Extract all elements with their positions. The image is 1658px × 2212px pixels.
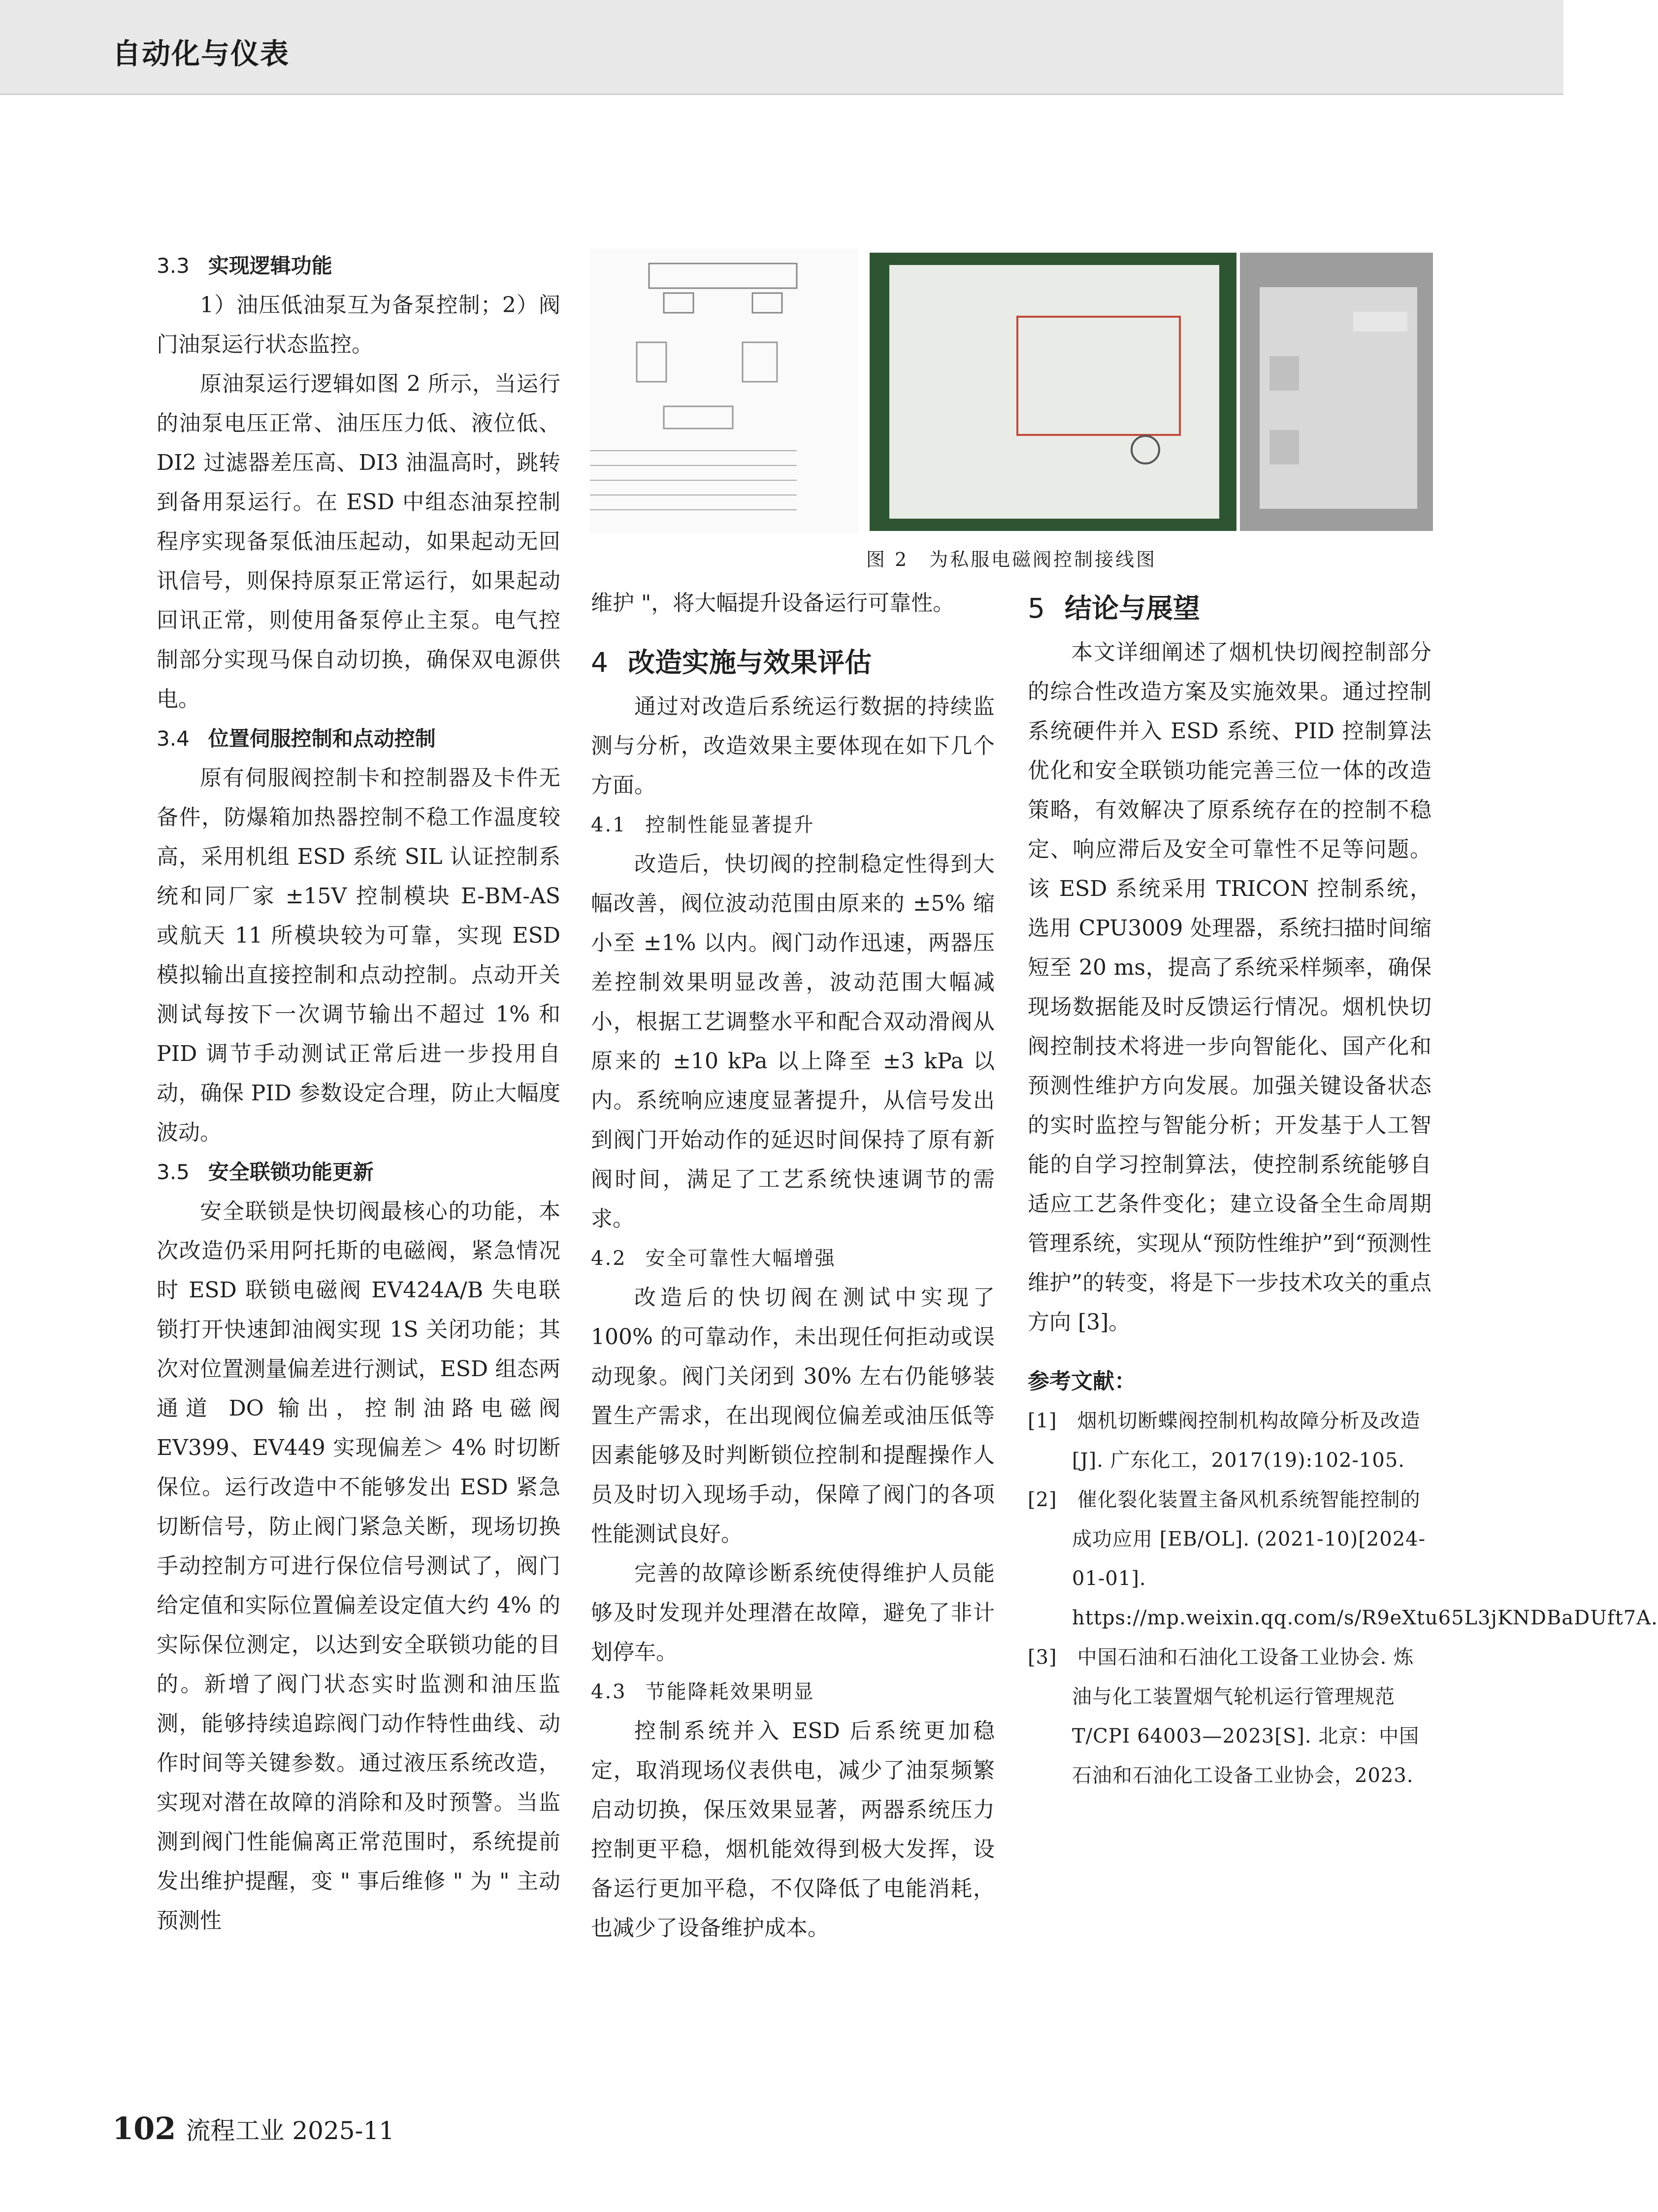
heading-number: 5: [1028, 593, 1045, 624]
reference-item: [1] 烟机切断蝶阀控制机构故障分析及改造 [J]. 广东化工，2017(19):102-105.: [1028, 1410, 1421, 1472]
controller-card-photo: [870, 253, 1236, 531]
heading-number: 3.4: [157, 726, 190, 751]
references-heading: 参考文献：: [1028, 1369, 1136, 1394]
heading-number: 3.3: [157, 254, 190, 278]
paragraph: 通过对改造后系统运行数据的持续监测与分析，改造效果主要体现在如下几个方面。: [591, 694, 995, 798]
heading-text: 安全联锁功能更新: [208, 1160, 374, 1184]
heading-4-3: [591, 1672, 995, 1712]
paragraph: 本文详细阐述了烟机快切阀控制部分的综合性改造方案及实施效果。通过控制系统硬件并入 ESD 系统、PID 控制算法优化和安全联锁功能完善三位一体的改造策略，有效解决了原系统存在的控制不稳定、响应滞后及安全可靠性不足等问题。该 ESD 系统采用 TRICON 控制系统，选用 CPU3009 处理器，系统扫描时间缩短至 20 ms，提高了系统采样频率，确保现场数据能及时反馈运行情况。烟机快切阀控制技术将进一步向智能化、国产化和预测性维护方向发展。加强关键设备状态的实时监控与智能分析；开发基于人工智能的自学习控制算法，使控制系统能够自适应工艺条件变化；建立设备全生命周期管理系统，实现从“预防性维护”到“预测性维护”的转变，将是下一步技术攻关的重点方向 [3]。: [1028, 640, 1431, 1335]
heading-text: 节能降耗效果明显: [645, 1681, 815, 1703]
heading-text: 位置伺服控制和点动控制: [208, 726, 436, 751]
journal-name: 流程工业 2025-11: [186, 2116, 395, 2145]
heading-number: 3.5: [157, 1160, 190, 1184]
figure-2: [590, 249, 1433, 534]
heading-number: 4.3: [591, 1681, 627, 1703]
heading-number: 4: [591, 647, 608, 678]
paragraph: 安全联锁是快切阀最核心的功能，本次改造仍采用阿托斯的电磁阀，紧急情况时 ESD 联锁电磁阀 EV424A/B 失电联锁打开快速卸油阀实现 1S 关闭功能；其次对位置测量偏差进行测试，ESD 组态两通道 DO 输出，控制油路电磁阀 EV399、EV449 实现偏差＞ 4% 时切断保位。运行改造中不能够发出 ESD 紧急切断信号，防止阀门紧急关断，现场切换手动控制方可进行保位信号测试了，阀门给定值和实际位置偏差设定值大约 4% 的实际保位测定，以达到安全联锁功能的目的。新增了阀门状态实时监测和油压监测，能够持续追踪阀门动作特性曲线、动作时间等关键参数。通过液压系统改造，实现对潜在故障的消除和及时预警。当监测到阀门性能偏离正常范围时，系统提前发出维护提醒，变 " 事后维修 " 为 " 主动预测性: [157, 1199, 560, 1933]
paragraph: 改造后，快切阀的控制稳定性得到大幅改善，阀位波动范围由原来的 ±5% 缩小至 ±1% 以内。阀门动作迅速，两器压差控制效果明显改善，波动范围大幅减小，根据工艺调整水平和配合双动滑阀从原来的 ±10 kPa 以上降至 ±3 kPa 以内。系统响应速度显著提升，从信号发出到阀门开始动作的延迟时间保持了原有新阀时间，满足了工艺系统快速调节的需求。: [591, 852, 995, 1231]
control-module-photo: [1240, 253, 1433, 531]
paragraph: 控制系统并入 ESD 后系统更加稳定，取消现场仪表供电，减少了油泵频繁启动切换，保压效果显著，两器系统压力控制更平稳，烟机能效得到极大发挥，设备运行更加平稳，不仅降低了电能消耗，也减少了设备维护成本。: [591, 1718, 995, 1941]
wiring-diagram-image: [590, 249, 858, 534]
section-title: 自动化与仪表: [112, 37, 290, 70]
heading-text: 安全可靠性大幅增强: [645, 1247, 836, 1270]
reference-item: [2] 催化裂化装置主备风机系统智能控制的成功应用 [EB/OL]. (2021-10)[2024-01-01]. https://mp.weixin.qq.com/s/R9eXtu65L3jKNDBaDUft7A.: [1028, 1488, 1658, 1629]
column-right: [1028, 584, 1658, 1795]
paragraph: 改造后的快切阀在测试中实现了 100% 的可靠动作，未出现任何拒动或误动现象。阀门关闭到 30% 左右仍能够装置生产需求，在出现阀位偏差或油压低等因素能够及时判断锁位控制和提醒操作人员及时切入现场手动，保障了阀门的各项性能测试良好。: [591, 1285, 995, 1547]
heading-3-3: [157, 246, 560, 286]
heading-4-1: [591, 805, 995, 845]
column-middle: [591, 584, 995, 1948]
heading-text: 实现逻辑功能: [208, 254, 332, 278]
heading-text: 控制性能显著提升: [645, 814, 815, 836]
paragraph: 1）油压低油泵互为备泵控制；2）阀门油泵运行状态监控。: [157, 293, 560, 357]
paragraph: 维护 "，将大幅提升设备运行可靠性。: [591, 591, 955, 616]
heading-4-2: [591, 1239, 995, 1278]
heading-3-5: [157, 1153, 560, 1192]
reference-item: [3] 中国石油和石油化工设备工业协会. 炼油与化工装置烟气轮机运行管理规范 T/CPI 64003—2023[S]. 北京：中国石油和石油化工设备工业协会，2023.: [1028, 1646, 1420, 1787]
column-left: [157, 246, 560, 1941]
heading-4: [591, 638, 995, 687]
page-number: 102: [112, 2111, 176, 2146]
paragraph: 原油泵运行逻辑如图 2 所示，当运行的油泵电压正常、油压压力低、液位低、DI2 过滤器差压高、DI3 油温高时，跳转到备用泵运行。在 ESD 中组态油泵控制程序实现备泵低油压起动，如果起动无回讯信号，则保持原泵正常运行，如果起动回讯正常，则使用备泵停止主泵。电气控制部分实现马保自动切换，确保双电源供电。: [157, 371, 560, 712]
heading-5: [1028, 584, 1431, 633]
heading-number: 4.1: [591, 814, 627, 836]
figure-caption: 图 2 为私服电磁阀控制接线图: [866, 549, 1157, 570]
page-header: [0, 0, 1563, 95]
paragraph: 完善的故障诊断系统使得维护人员能够及时发现并处理潜在故障，避免了非计划停车。: [591, 1561, 995, 1665]
heading-text: 结论与展望: [1065, 593, 1201, 624]
heading-text: 改造实施与效果评估: [628, 647, 872, 678]
paragraph: 原有伺服阀控制卡和控制器及卡件无备件，防爆箱加热器控制不稳工作温度较高，采用机组 ESD 系统 SIL 认证控制系统和同厂家 ±15V 控制模块 E-BM-AS 或航天 11 所模块较为可靠，实现 ESD 模拟输出直接控制和点动控制。点动开关测试每按下一次调节输出不超过 1% 和 PID 调节手动测试正常后进一步投用自动，确保 PID 参数设定合理，防止大幅度波动。: [157, 765, 560, 1145]
heading-number: 4.2: [591, 1247, 627, 1270]
page-footer: [112, 2111, 394, 2146]
heading-3-4: [157, 719, 560, 759]
